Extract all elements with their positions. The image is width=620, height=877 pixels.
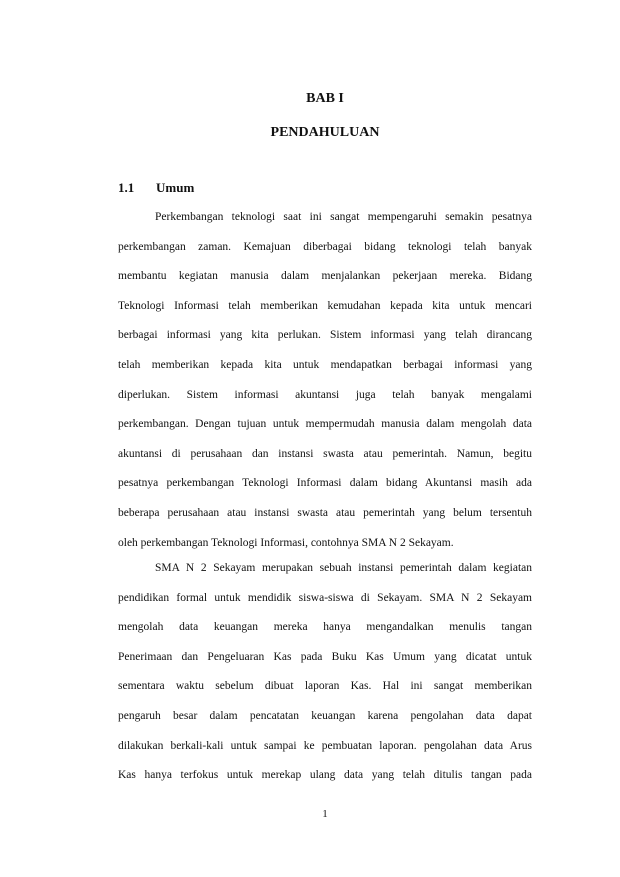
chapter-title: PENDAHULUAN xyxy=(270,125,380,140)
paragraph-line: beberapa perusahaan atau instansi swasta atau pemerintah yang belum tersentuh xyxy=(118,507,532,519)
section-heading xyxy=(118,180,194,196)
paragraph-line: dilakukan berkali-kali untuk sampai ke pembuatan laporan. pengolahan data Arus xyxy=(118,740,532,752)
paragraph-line: berbagai informasi yang kita perlukan. Sistem informasi yang telah dirancang xyxy=(118,329,532,341)
paragraph-line: akuntansi di perusahaan dan instansi swasta atau pemerintah. Namun, begitu xyxy=(118,448,532,460)
chapter-number: BAB I xyxy=(306,91,344,106)
section-number: 1.1 xyxy=(118,180,135,195)
paragraph-line: perkembangan zaman. Kemajuan diberbagai bidang teknologi telah banyak xyxy=(118,241,532,253)
paragraph-line: mengolah data keuangan mereka hanya mengandalkan menulis tangan xyxy=(118,621,532,633)
paragraph-line: Teknologi Informasi telah memberikan kemudahan kepada kita untuk mencari xyxy=(118,300,532,312)
paragraph-line: SMA N 2 Sekayam merupakan sebuah instansi pemerintah dalam kegiatan xyxy=(155,562,532,574)
paragraph-line: pengaruh besar dalam pencatatan keuangan karena pengolahan data dapat xyxy=(118,710,532,722)
paragraph-line: perkembangan. Dengan tujuan untuk mempermudah manusia dalam mengolah data xyxy=(118,418,532,430)
paragraph-line: oleh perkembangan Teknologi Informasi, contohnya SMA N 2 Sekayam. xyxy=(118,537,454,549)
paragraph xyxy=(118,209,532,549)
paragraph-line: diperlukan. Sistem informasi akuntansi juga telah banyak mengalami xyxy=(118,389,532,401)
paragraph-line: Kas hanya terfokus untuk merekap ulang data yang telah ditulis tangan pada xyxy=(118,769,532,781)
paragraph-line: telah memberikan kepada kita untuk mendapatkan berbagai informasi yang xyxy=(118,359,532,371)
paragraph-line: Penerimaan dan Pengeluaran Kas pada Buku Kas Umum yang dicatat untuk xyxy=(118,651,532,663)
section-title: Umum xyxy=(156,180,195,195)
paragraph-line: sementara waktu sebelum dibuat laporan Kas. Hal ini sangat memberikan xyxy=(118,680,532,692)
paragraph xyxy=(118,560,532,810)
paragraph-line: membantu kegiatan manusia dalam menjalankan pekerjaan mereka. Bidang xyxy=(118,270,532,282)
paragraph-line: Perkembangan teknologi saat ini sangat mempengaruhi semakin pesatnya xyxy=(155,211,532,223)
paragraph-line: pendidikan formal untuk mendidik siswa-siswa di Sekayam. SMA N 2 Sekayam xyxy=(118,592,532,604)
paragraph-line: pesatnya perkembangan Teknologi Informasi dalam bidang Akuntansi masih ada xyxy=(118,477,532,489)
page-number: 1 xyxy=(322,808,328,820)
